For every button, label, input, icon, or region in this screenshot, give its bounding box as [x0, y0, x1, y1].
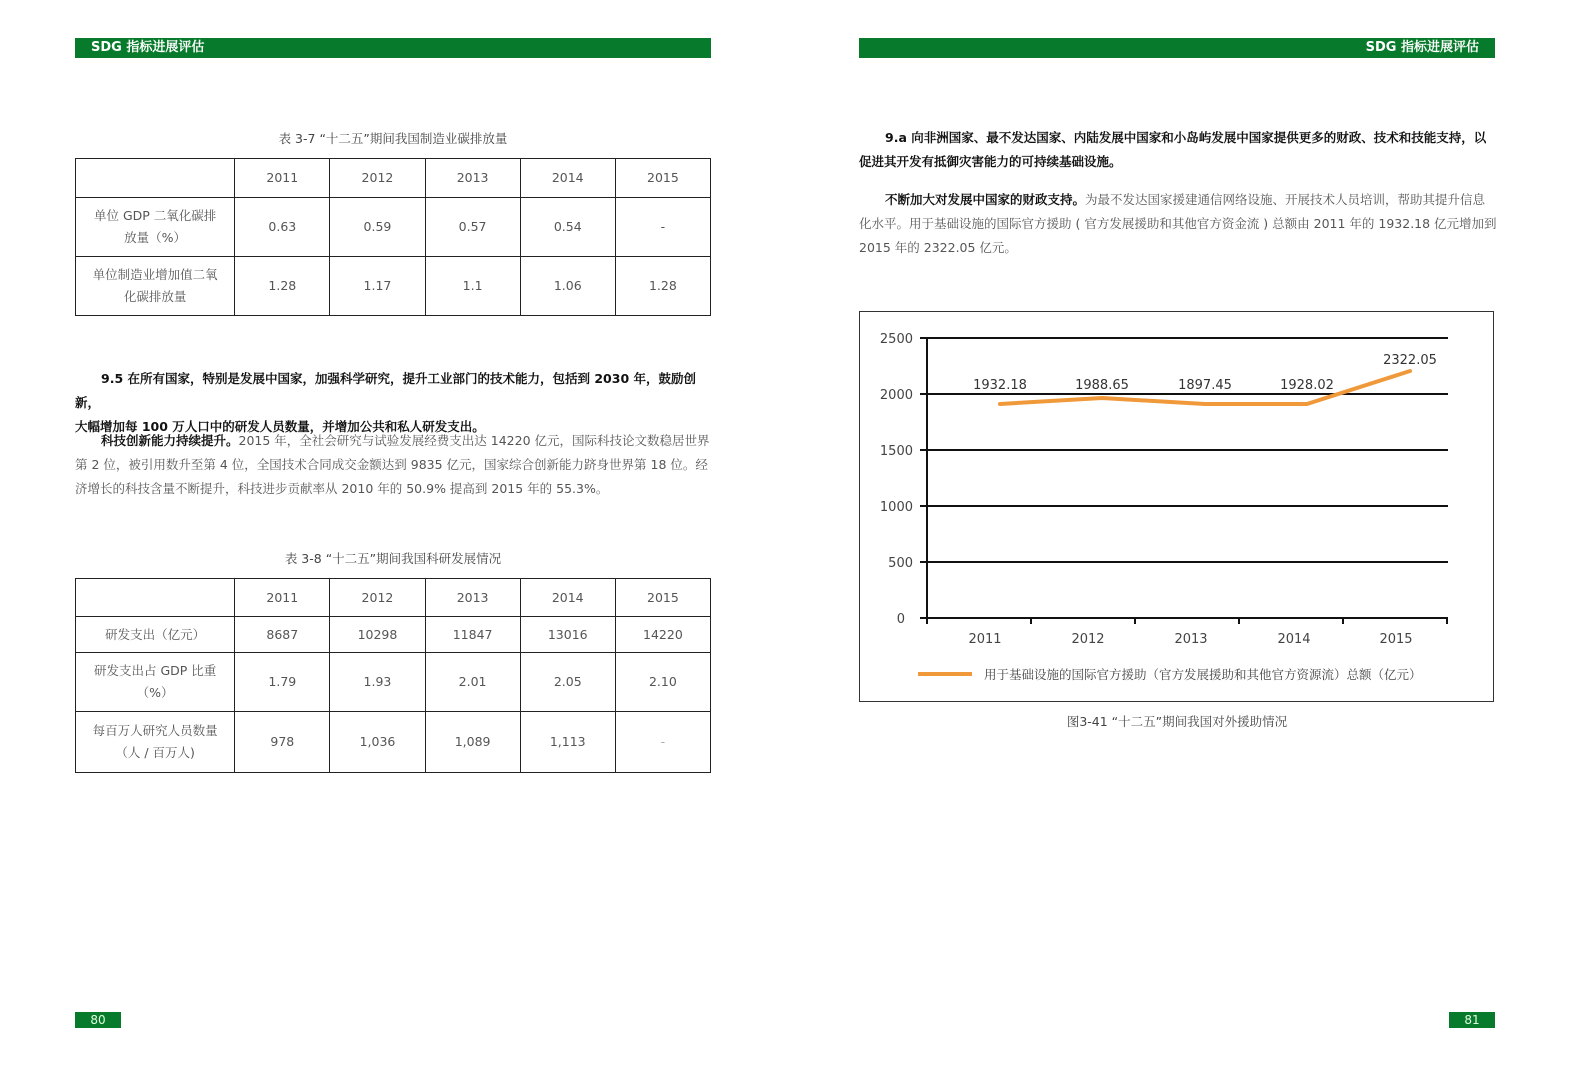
svg-text:2500: 2500	[879, 332, 913, 347]
table-header-row	[76, 579, 711, 617]
running-header-left: SDG 指标进展评估	[75, 38, 711, 58]
header-cell: 2013	[425, 579, 520, 617]
svg-text:500: 500	[888, 556, 913, 571]
chart-svg	[860, 312, 1493, 701]
cell: 1.28	[235, 257, 330, 316]
cell: 978	[235, 712, 330, 773]
header-cell: 2012	[330, 579, 425, 617]
data-labels	[973, 353, 1437, 393]
cell: -	[615, 198, 710, 257]
svg-text:2015: 2015	[1379, 632, 1413, 647]
legend	[918, 667, 1422, 682]
svg-text:2012: 2012	[1071, 632, 1105, 647]
page-number-right: 81	[1449, 1012, 1495, 1028]
table-row	[76, 653, 711, 712]
cell: 13016	[520, 617, 615, 653]
cell: 1.28	[615, 257, 710, 316]
svg-text:1897.45: 1897.45	[1178, 378, 1232, 393]
row-label: 单位制造业增加值二氧 化碳排放量	[76, 257, 235, 316]
row-label: 研发支出占 GDP 比重 （%）	[76, 653, 235, 712]
section-9-a-body: 不断加大对发展中国家的财政支持。为最不发达国家援建通信网络设施、开展技术人员培训，帮助其提升信息 化水平。用于基础设施的国际官方援助 ( 官方发展援助和其他官方资金流 ) 总额由 2011 年的 1932.18 亿元增加到 2015 年的 2322.05 亿元。	[859, 192, 1497, 255]
table-3-8	[75, 578, 711, 773]
header-cell: 2015	[615, 159, 710, 198]
figure-caption: 图3-41 “十二五”期间我国对外援助情况	[1066, 714, 1288, 729]
cell: 1,113	[520, 712, 615, 773]
cell: 1.79	[235, 653, 330, 712]
cell: 0.54	[520, 198, 615, 257]
header-cell: 2011	[235, 159, 330, 198]
cell: 2.10	[615, 653, 710, 712]
lead-sentence: 科技创新能力持续提升。	[101, 433, 239, 448]
table-row	[76, 257, 711, 316]
cell: 2.05	[520, 653, 615, 712]
svg-text:2322.05: 2322.05	[1383, 353, 1437, 368]
header-cell: 2011	[235, 579, 330, 617]
header-cell: 2014	[520, 579, 615, 617]
row-label: 单位 GDP 二氧化碳排 放量（%）	[76, 198, 235, 257]
lead-sentence: 不断加大对发展中国家的财政支持。	[885, 192, 1086, 207]
cell: 1.93	[330, 653, 425, 712]
cell: 2.01	[425, 653, 520, 712]
cell: 0.63	[235, 198, 330, 257]
header-cell	[76, 579, 235, 617]
cell: 8687	[235, 617, 330, 653]
section-9-5-heading: 9.5 在所有国家，特别是发展中国家，加强科学研究，提升工业部门的技术能力，包括到 2030 年，鼓励创新， 大幅增加每 100 万人口中的研发人员数量，并增加公共和私人研发支出。	[75, 371, 696, 434]
cell: 0.57	[425, 198, 520, 257]
svg-text:2014: 2014	[1277, 632, 1311, 647]
cell: 0.59	[330, 198, 425, 257]
cell: 1.1	[425, 257, 520, 316]
cell: 1,089	[425, 712, 520, 773]
table-header-row	[76, 159, 711, 198]
table-3-7-caption: 表 3-7 “十二五”期间我国制造业碳排放量	[278, 131, 508, 146]
table-3-7	[75, 158, 711, 316]
cell: 1.06	[520, 257, 615, 316]
x-axis-ticks	[968, 632, 1412, 647]
svg-text:1928.02: 1928.02	[1280, 378, 1334, 393]
cell: -	[615, 712, 710, 773]
aid-line-chart	[859, 311, 1494, 702]
page-number-left: 80	[75, 1012, 121, 1028]
table-row	[76, 712, 711, 773]
header-cell: 2014	[520, 159, 615, 198]
cell: 11847	[425, 617, 520, 653]
header-cell: 2012	[330, 159, 425, 198]
svg-text:1500: 1500	[879, 444, 913, 459]
table-row	[76, 198, 711, 257]
cell: 1,036	[330, 712, 425, 773]
cell: 1.17	[330, 257, 425, 316]
table-3-8-caption: 表 3-8 “十二五”期间我国科研发展情况	[284, 551, 502, 566]
row-label: 研发支出（亿元）	[76, 617, 235, 653]
header-cell	[76, 159, 235, 198]
header-cell: 2013	[425, 159, 520, 198]
running-header-right: SDG 指标进展评估	[859, 38, 1495, 58]
cell: 10298	[330, 617, 425, 653]
header-cell: 2015	[615, 579, 710, 617]
svg-text:2013: 2013	[1174, 632, 1208, 647]
svg-text:0: 0	[896, 612, 905, 627]
svg-text:1988.65: 1988.65	[1075, 378, 1129, 393]
svg-text:2011: 2011	[968, 632, 1002, 647]
svg-text:1932.18: 1932.18	[973, 378, 1027, 393]
svg-text:用于基础设施的国际官方援助（官方发展援助和其他官方资源流）总: 用于基础设施的国际官方援助（官方发展援助和其他官方资源流）总额（亿元）	[984, 667, 1422, 682]
row-label: 每百万人研究人员数量 （人 / 百万人)	[76, 712, 235, 773]
cell: 14220	[615, 617, 710, 653]
svg-text:1000: 1000	[879, 500, 913, 515]
table-row	[76, 617, 711, 653]
svg-text:2000: 2000	[879, 388, 913, 403]
section-9-5-body: 科技创新能力持续提升。2015 年，全社会研究与试验发展经费支出达 14220 亿元，国际科技论文数稳居世界 第 2 位，被引用数升至第 4 位，全国技术合同成交金额达到 9835 亿元，国家综合创新能力跻身世界第 18 位。经 济增长的科技含量不断提升，科技进步贡献率从 2010 年的 50.9% 提高到 2015 年的 55.3%。	[75, 433, 710, 496]
section-9-a-heading: 9.a 向非洲国家、最不发达国家、内陆发展中国家和小岛屿发展中国家提供更多的财政、技术和技能支持，以 促进其开发有抵御灾害能力的可持续基础设施。	[859, 130, 1487, 169]
y-axis-ticks	[880, 332, 913, 627]
